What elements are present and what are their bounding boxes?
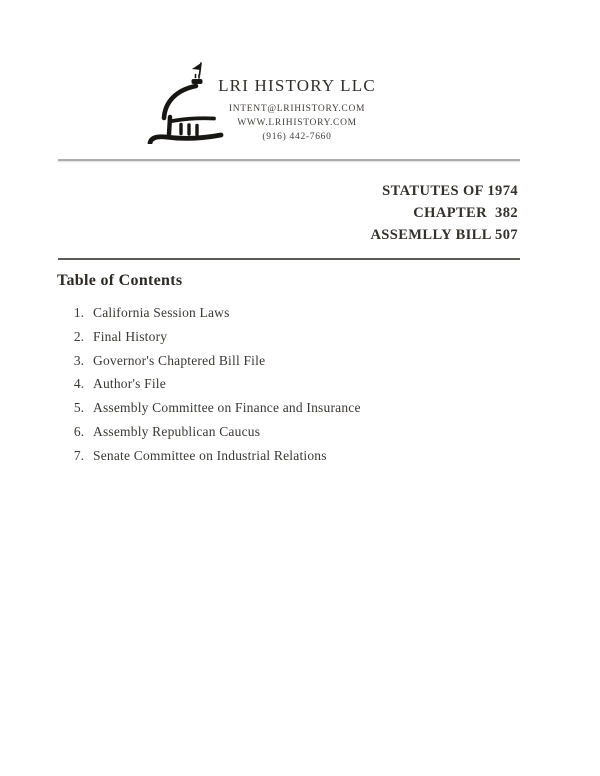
toc-item bbox=[70, 353, 490, 377]
toc-item bbox=[70, 305, 490, 329]
toc-title: Table of Contents bbox=[57, 272, 183, 289]
chapter-line: CHAPTER 382 bbox=[413, 205, 518, 221]
toc-item-number: 1. bbox=[73, 305, 84, 320]
toc-item-number: 7. bbox=[73, 447, 84, 463]
toc-item bbox=[70, 376, 490, 400]
toc-item bbox=[70, 329, 490, 353]
toc-list bbox=[70, 305, 490, 472]
assembly-bill-line: ASSEMLLY BILL 507 bbox=[370, 227, 518, 243]
toc-item-number: 6. bbox=[73, 423, 84, 439]
toc-item bbox=[70, 448, 490, 472]
toc-item-label: Governor's Chaptered Bill File bbox=[93, 352, 266, 368]
divider-bottom bbox=[58, 258, 520, 260]
phone-number: (916) 442-7660 bbox=[262, 132, 332, 142]
toc-item-number: 5. bbox=[73, 400, 84, 416]
company-name: LRI HISTORY LLC bbox=[218, 76, 376, 95]
statutes-year-line: STATUTES OF 1974 bbox=[382, 183, 518, 199]
divider-top bbox=[58, 159, 520, 161]
toc-item-label: Assembly Republican Caucus bbox=[93, 423, 261, 439]
email-address: INTENT@LRIHISTORY.COM bbox=[228, 104, 366, 114]
toc-item-label: Senate Committee on Industrial Relations bbox=[93, 447, 327, 463]
toc-item-number: 3. bbox=[73, 352, 84, 368]
toc-item-number: 2. bbox=[73, 328, 84, 344]
toc-item bbox=[70, 400, 490, 424]
letterhead bbox=[175, 76, 419, 144]
toc-item-number: 4. bbox=[73, 376, 84, 392]
toc-item bbox=[70, 424, 490, 448]
website-address: WWW.LRIHISTORY.COM bbox=[237, 118, 357, 128]
toc-item-label: Assembly Committee on Finance and Insurance bbox=[93, 400, 361, 416]
toc-item-label: Final History bbox=[93, 328, 168, 344]
statute-reference bbox=[370, 180, 518, 246]
toc-item-label: California Session Laws bbox=[93, 305, 230, 320]
toc-item-label: Author's File bbox=[93, 376, 166, 392]
